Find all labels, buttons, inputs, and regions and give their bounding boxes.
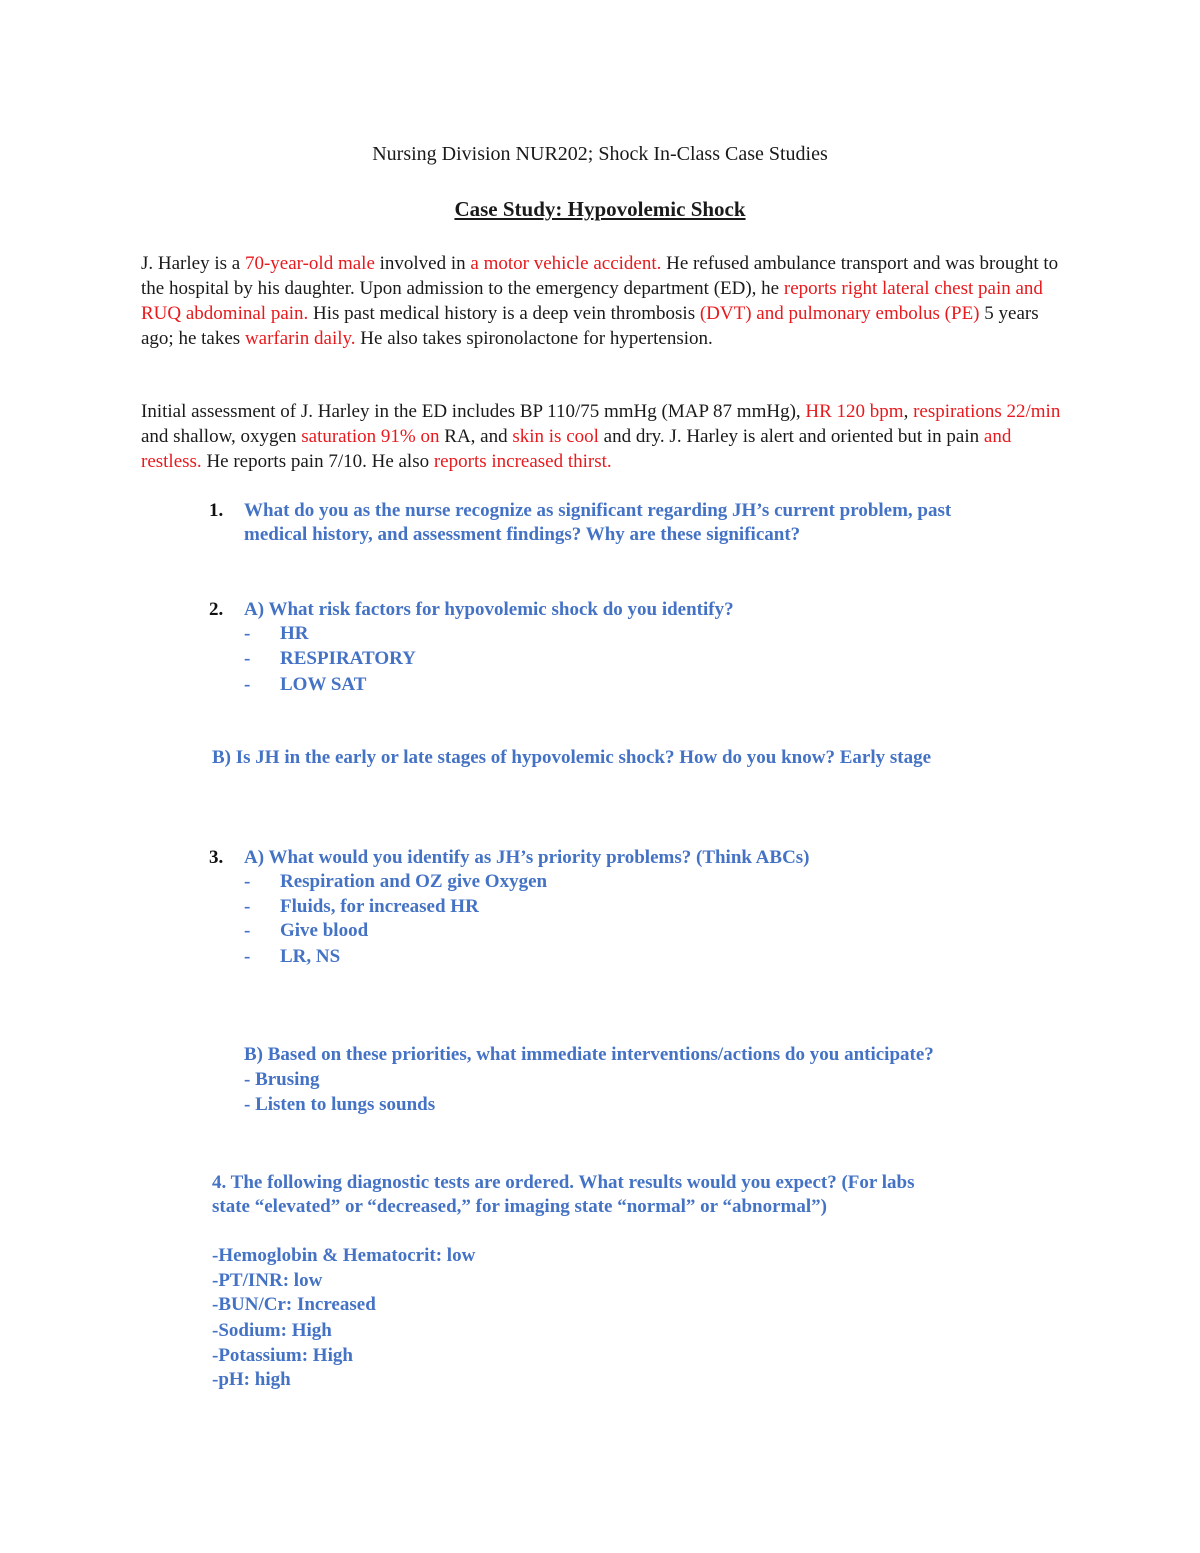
para1-span: His past medical history is a deep vein thrombosis (308, 303, 700, 324)
question-3a-answer: LR, NS (280, 946, 341, 967)
answer-dash: - (244, 896, 251, 917)
para1-span: He also takes spironolactone for hypertension. (355, 328, 713, 349)
question-3a-answer: Fluids, for increased HR (280, 896, 479, 917)
answer-dash: - (244, 871, 251, 892)
lab-result: -Sodium: High (212, 1320, 332, 1341)
question-2a-answer: HR (280, 623, 309, 644)
question-3b-answer: - Listen to lungs sounds (244, 1094, 436, 1115)
question-3b-answer: - Brusing (244, 1069, 320, 1090)
question-2-number: 2. (209, 599, 224, 620)
para2-highlight: saturation 91% on (301, 426, 440, 447)
answer-dash: - (244, 674, 251, 695)
question-2a-answer: LOW SAT (280, 674, 367, 695)
question-4-line-2: state “elevated” or “decreased,” for imaging state “normal” or “abnormal”) (212, 1196, 827, 1217)
para2-span: and shallow, oxygen (141, 426, 302, 447)
question-3a-answer: Give blood (280, 920, 369, 941)
para2-span: RA, and (439, 426, 513, 447)
para1-highlight: (DVT) and pulmonary embolus (PE) (699, 303, 980, 324)
para1-span: involved in (374, 253, 471, 274)
question-3a: A) What would you identify as JH’s priority problems? (Think ABCs) (244, 847, 810, 868)
answer-dash: - (244, 648, 251, 669)
para2-span: and dry. J. Harley is alert and oriented but in pain (598, 426, 984, 447)
question-1-line-2: medical history, and assessment findings? Why are these significant? (244, 524, 801, 545)
para1-span: 5 years ago; he takes (141, 303, 1039, 349)
question-4-line-1: 4. The following diagnostic tests are ordered. What results would you expect? (For labs (212, 1172, 915, 1193)
question-3-number: 3. (209, 847, 224, 868)
para2-highlight: and restless. (141, 426, 1012, 472)
para2-highlight: HR 120 bpm (805, 401, 904, 422)
document-header: Nursing Division NUR202; Shock In-Class Case Studies (372, 143, 828, 165)
para1-highlight: 70-year-old male (244, 253, 375, 274)
question-2b: B) Is JH in the early or late stages of hypovolemic shock? How do you know? Early stage (212, 747, 932, 768)
para2-highlight: reports increased thirst. (433, 451, 612, 472)
lab-result: -BUN/Cr: Increased (212, 1294, 376, 1315)
para1-highlight: warfarin daily. (244, 328, 356, 349)
question-1-line-1: What do you as the nurse recognize as significant regarding JH’s current problem, past (244, 500, 952, 521)
para1-highlight: a motor vehicle accident. (470, 253, 662, 274)
para1-span: He refused ambulance transport and was brought to the hospital by his daughter. Upon admission to the emergency department (ED), he (141, 253, 1059, 299)
para1-highlight: reports right lateral chest pain and RUQ abdominal pain. (141, 278, 1043, 324)
para1-span: J. Harley is a (141, 253, 245, 274)
case-paragraph-2 (141, 399, 1071, 474)
answer-dash: - (244, 623, 251, 644)
lab-result: -pH: high (212, 1369, 291, 1390)
para2-span: , (903, 401, 914, 422)
lab-result: -Hemoglobin & Hematocrit: low (212, 1245, 476, 1266)
case-study-title: Case Study: Hypovolemic Shock (454, 197, 746, 221)
question-2a-answer: RESPIRATORY (280, 648, 416, 669)
para2-highlight: respirations 22/min (913, 401, 1061, 422)
case-paragraph-1 (141, 251, 1071, 351)
question-1-number: 1. (209, 500, 224, 521)
lab-result: -Potassium: High (212, 1345, 353, 1366)
question-2a: A) What risk factors for hypovolemic shock do you identify? (244, 599, 734, 620)
answer-dash: - (244, 946, 251, 967)
question-3b: B) Based on these priorities, what immediate interventions/actions do you anticipate? (244, 1044, 934, 1065)
para2-highlight: skin is cool (512, 426, 599, 447)
question-3a-answer: Respiration and OZ give Oxygen (280, 871, 548, 892)
para2-span: Initial assessment of J. Harley in the ED includes BP 110/75 mmHg (MAP 87 mmHg), (141, 401, 806, 422)
para2-span: He reports pain 7/10. He also (201, 451, 434, 472)
answer-dash: - (244, 920, 251, 941)
lab-result: -PT/INR: low (212, 1270, 323, 1291)
